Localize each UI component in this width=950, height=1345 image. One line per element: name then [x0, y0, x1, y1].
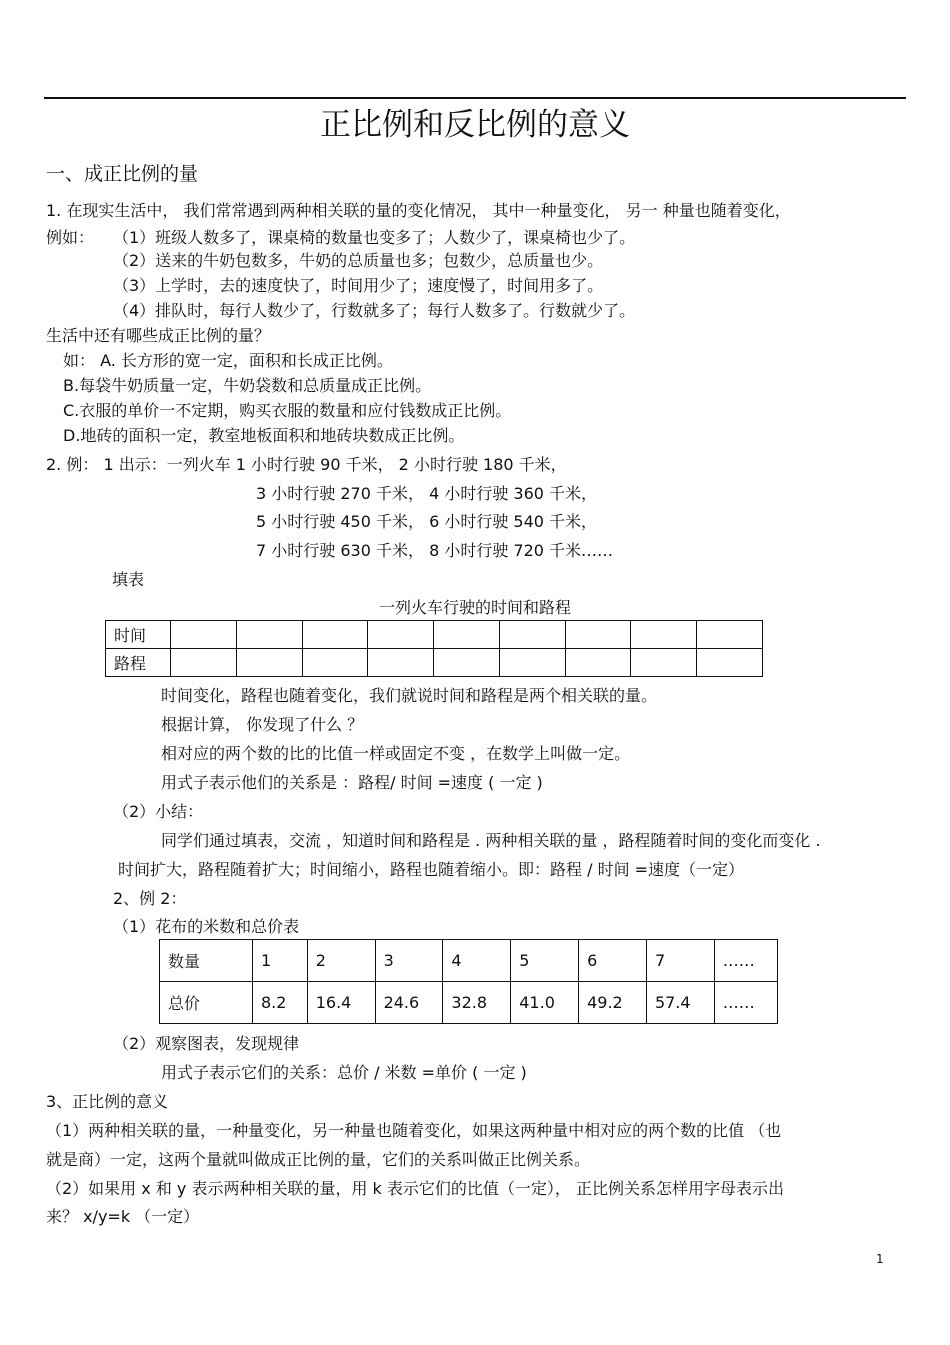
answer-item: D.地砖的面积一定，教室地板面积和地砖块数成正比例。 — [63, 426, 465, 445]
example1-line: 7 小时行驶 630 千米， 8 小时行驶 720 千米…… — [256, 541, 614, 560]
blank-cell[interactable] — [368, 649, 434, 677]
table-cell: 7 — [646, 940, 714, 982]
note-line: 用式子表示他们的关系是 ：路程/ 时间 =速度 ( 一定 ) — [161, 773, 543, 792]
blank-cell[interactable] — [368, 621, 434, 649]
table-caption: 一列火车行驶的时间和路程 — [378, 598, 571, 617]
answer-item: 如： A. 长方形的宽一定，面积和长成正比例。 — [63, 351, 393, 370]
blank-cell[interactable] — [631, 621, 697, 649]
table-cell: …… — [714, 982, 777, 1024]
example2-sub2: （2）观察图表，发现规律 — [113, 1034, 300, 1053]
blank-cell[interactable] — [565, 621, 631, 649]
table-cell: 2 — [307, 940, 375, 982]
blank-cell[interactable] — [236, 621, 302, 649]
time-distance-table — [105, 620, 763, 677]
table-cell: 49.2 — [579, 982, 647, 1024]
example1-line: 5 小时行驶 450 千米， 6 小时行驶 540 千米， — [256, 512, 598, 531]
table-cell: 6 — [579, 940, 647, 982]
intro-example: （3）上学时，去的速度快了，时间用少了；速度慢了，时间用多了。 — [113, 276, 604, 295]
section3-paragraph: 就是商）一定，这两个量就叫做成正比例的量，它们的关系叫做正比例关系。 — [46, 1150, 591, 1169]
row-header: 时间 — [106, 621, 171, 649]
intro-example: （4）排队时，每行人数少了，行数就多了；每行人数多了。行数就少了。 — [113, 301, 636, 320]
section3-paragraph: （1）两种相关联的量，一种量变化，另一种量也随着变化，如果这两种量中相对应的两个数的比值 （也 — [46, 1121, 782, 1140]
table-cell: 1 — [253, 940, 308, 982]
table-row — [106, 649, 763, 677]
table-row — [106, 621, 763, 649]
example1-line: 2. 例： 1 出示：一列火车 1 小时行驶 90 千米， 2 小时行驶 180 千米， — [46, 455, 567, 474]
answer-item: B.每袋牛奶质量一定，牛奶袋数和总质量成正比例。 — [63, 376, 432, 395]
blank-cell[interactable] — [499, 649, 565, 677]
table-cell: 32.8 — [443, 982, 511, 1024]
top-rule — [44, 97, 906, 99]
table-cell: 41.0 — [511, 982, 579, 1024]
table-cell: 57.4 — [646, 982, 714, 1024]
blank-cell[interactable] — [565, 649, 631, 677]
row-header: 路程 — [106, 649, 171, 677]
table-cell: 数量 — [160, 940, 253, 982]
section3-heading: 3、正比例的意义 — [46, 1092, 169, 1111]
blank-cell[interactable] — [697, 649, 763, 677]
answer-item: C.衣服的单价一不定期，购买衣服的数量和应付钱数成正比例。 — [63, 401, 512, 420]
example1-line: 3 小时行驶 270 千米， 4 小时行驶 360 千米， — [256, 484, 598, 503]
table-row — [160, 982, 778, 1024]
blank-cell[interactable] — [434, 649, 500, 677]
table-cell: 4 — [443, 940, 511, 982]
table-cell: 16.4 — [307, 982, 375, 1024]
table-cell: 8.2 — [253, 982, 308, 1024]
intro-example: （1）班级人数多了，课桌椅的数量也变多了；人数少了，课桌椅也少了。 — [113, 228, 636, 247]
intro-example: （2）送来的牛奶包数多，牛奶的总质量也多；包数少，总质量也少。 — [113, 251, 604, 270]
table-cell: 5 — [511, 940, 579, 982]
intro-lead: 例如： — [46, 228, 95, 247]
blank-cell[interactable] — [236, 649, 302, 677]
section-heading-1: 一、成正比例的量 — [46, 163, 199, 185]
table-cell: 总价 — [160, 982, 253, 1024]
blank-cell[interactable] — [697, 621, 763, 649]
section3-paragraph: （2）如果用 x 和 y 表示两种相关联的量，用 k 表示它们的比值（一定）， 正比例关系怎样用字母表示出 — [46, 1179, 784, 1198]
summary-line: 时间扩大，路程随着扩大；时间缩小，路程也随着缩小。即：路程 / 时间 =速度（一定） — [118, 860, 745, 879]
note-line: 根据计算， 你发现了什么 ？ — [161, 715, 364, 734]
section3-paragraph: 来？ x/y=k （一定） — [46, 1207, 200, 1226]
example2-formula: 用式子表示它们的关系：总价 / 米数 =单价 ( 一定 ) — [161, 1063, 527, 1082]
note-line: 时间变化，路程也随着变化，我们就说时间和路程是两个相关联的量。 — [161, 686, 658, 705]
table-row — [160, 940, 778, 982]
question: 生活中还有哪些成正比例的量？ — [46, 326, 271, 345]
page-number: 1 — [876, 1252, 884, 1266]
table-cell: 24.6 — [375, 982, 443, 1024]
summary-line: 同学们通过填表，交流 ，知道时间和路程是 . 两种相关联的量 ，路程随着时间的变化而变化 . — [161, 831, 821, 850]
blank-cell[interactable] — [171, 621, 237, 649]
blank-cell[interactable] — [302, 621, 368, 649]
example2-label: 2、例 2： — [113, 889, 187, 908]
intro-line: 1. 在现实生活中， 我们常常遇到两种相关联的量的变化情况， 其中一种量变化， 另一 种量也随着变化， — [46, 201, 791, 220]
cloth-price-table — [159, 939, 778, 1024]
blank-cell[interactable] — [171, 649, 237, 677]
blank-cell[interactable] — [302, 649, 368, 677]
example2-sub1: （1）花布的米数和总价表 — [113, 917, 300, 936]
blank-cell[interactable] — [631, 649, 697, 677]
blank-cell[interactable] — [499, 621, 565, 649]
fill-label: 填表 — [112, 570, 145, 589]
note-line: 相对应的两个数的比的比值一样或固定不变 ，在数学上叫做一定。 — [161, 744, 631, 763]
page-title: 正比例和反比例的意义 — [320, 107, 630, 143]
summary-label: （2）小结： — [113, 802, 204, 821]
table-cell: …… — [714, 940, 777, 982]
blank-cell[interactable] — [434, 621, 500, 649]
table-cell: 3 — [375, 940, 443, 982]
